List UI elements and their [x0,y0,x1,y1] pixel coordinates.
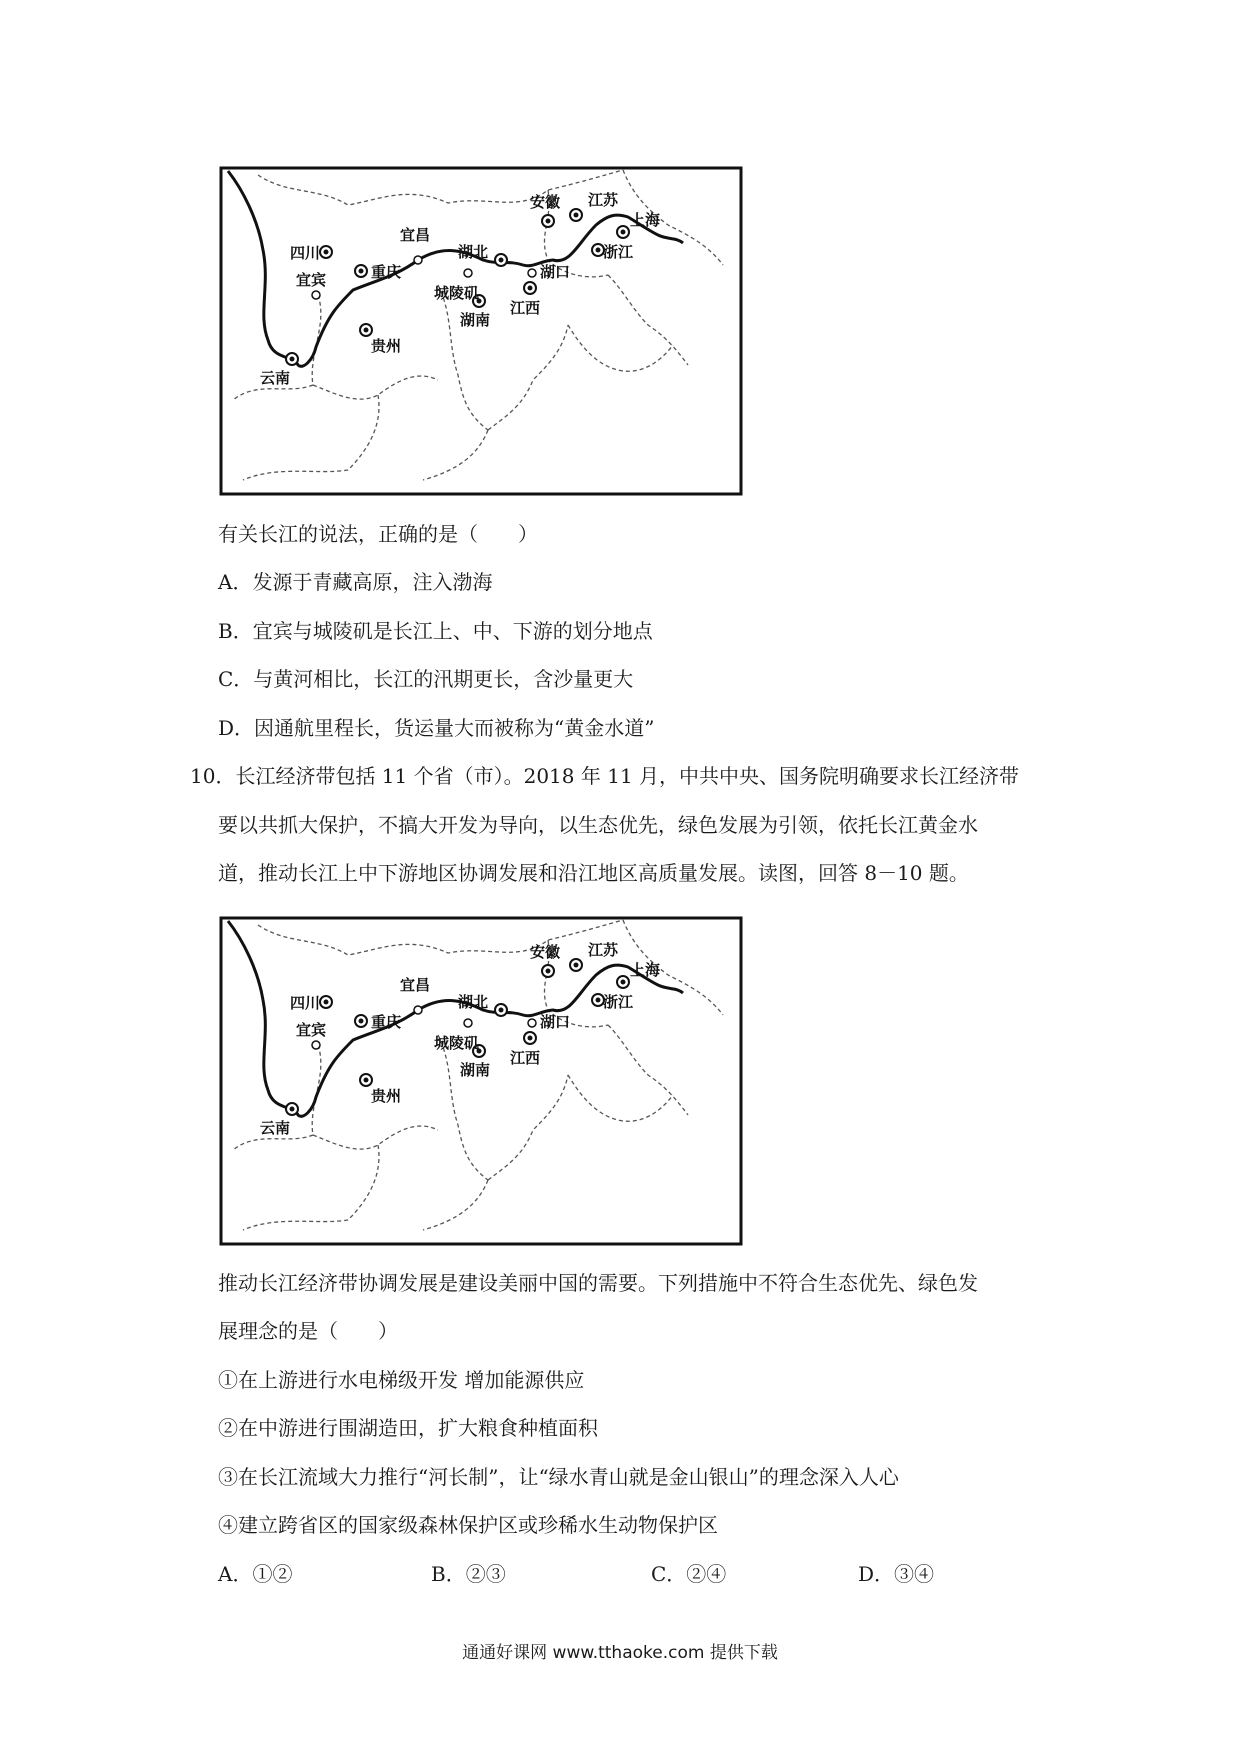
q9-option-c: C．与黄河相比，长江的汛期更长，含沙量更大 [218,667,634,691]
label-guizhou: 贵州 [371,337,402,355]
yangtze-map-2 [218,915,744,1247]
q10-intro-line-2: 要以共抓大保护，不搞大开发为导向，以生态优先，绿色发展为引领，依托长江黄金水 [218,813,978,837]
yangtze-map-2-svg [218,915,744,1247]
q10-item-2: ②在中游进行围湖造田，扩大粮食种植面积 [218,1416,598,1440]
label-shanghai: 上海 [630,211,661,229]
q10-choice-d: D．③④ [858,1562,935,1586]
footer-download-note: 通通好课网 www.tthaoke.com 提供下载 [462,1643,778,1663]
label-hubei: 湖北 [458,243,489,261]
q10-stem-line-1: 推动长江经济带协调发展是建设美丽中国的需要。下列措施中不符合生态优先、绿色发 [218,1271,978,1295]
label-chenglingji: 城陵矶 [434,1034,480,1052]
label-hukou: 湖口 [540,1013,571,1031]
label-zhejiang: 浙江 [603,993,634,1011]
q10-choice-a: A．①② [218,1562,293,1586]
label-yunnan: 云南 [260,1119,291,1137]
label-jiangsu: 江苏 [588,941,619,959]
label-chongqing: 重庆 [371,1013,402,1031]
label-chongqing: 重庆 [371,263,402,281]
label-jiangsu: 江苏 [588,191,619,209]
q10-item-4: ④建立跨省区的国家级森林保护区或珍稀水生动物保护区 [218,1513,718,1537]
label-shanghai: 上海 [630,961,661,979]
q10-choice-c: C．②④ [651,1562,727,1586]
label-chenglingji: 城陵矶 [434,284,480,302]
label-anhui: 安徽 [530,193,561,211]
label-hunan: 湖南 [460,311,491,329]
q10-intro-line-3: 道，推动长江上中下游地区协调发展和沿江地区高质量发展。读图，回答 8－10 题。 [218,861,969,885]
label-guizhou: 贵州 [371,1087,402,1105]
label-jiangxi: 江西 [510,1049,541,1067]
q9-option-b: B．宜宾与城陵矶是长江上、中、下游的划分地点 [218,619,653,643]
q10-choice-b: B．②③ [431,1562,506,1586]
label-sichuan: 四川 [290,994,321,1012]
label-anhui: 安徽 [530,943,561,961]
label-hubei: 湖北 [458,993,489,1011]
q9-option-d: D．因通航里程长，货运量大而被称为“黄金水道” [218,716,655,740]
yangtze-map-1-svg [218,165,744,497]
q10-intro-line-1: 10．长江经济带包括 11 个省（市）。2018 年 11 月，中共中央、国务院明确要求长江经济带 [190,764,1020,788]
label-yibin: 宜宾 [296,271,327,289]
label-yichang: 宜昌 [400,226,431,244]
label-yunnan: 云南 [260,369,291,387]
q10-item-1: ①在上游进行水电梯级开发 增加能源供应 [218,1368,585,1392]
q10-item-3: ③在长江流域大力推行“河长制”，让“绿水青山就是金山银山”的理念深入人心 [218,1465,899,1489]
q9-option-a: A．发源于青藏高原，注入渤海 [218,570,493,594]
label-yibin: 宜宾 [296,1021,327,1039]
label-zhejiang: 浙江 [603,243,634,261]
label-sichuan: 四川 [290,244,321,262]
q10-stem-line-2: 展理念的是（ ） [218,1319,398,1343]
label-hunan: 湖南 [460,1061,491,1079]
label-yichang: 宜昌 [400,976,431,994]
label-jiangxi: 江西 [510,299,541,317]
label-hukou: 湖口 [540,263,571,281]
yangtze-map-1 [218,165,744,497]
q9-stem: 有关长江的说法，正确的是（ ） [218,522,538,546]
